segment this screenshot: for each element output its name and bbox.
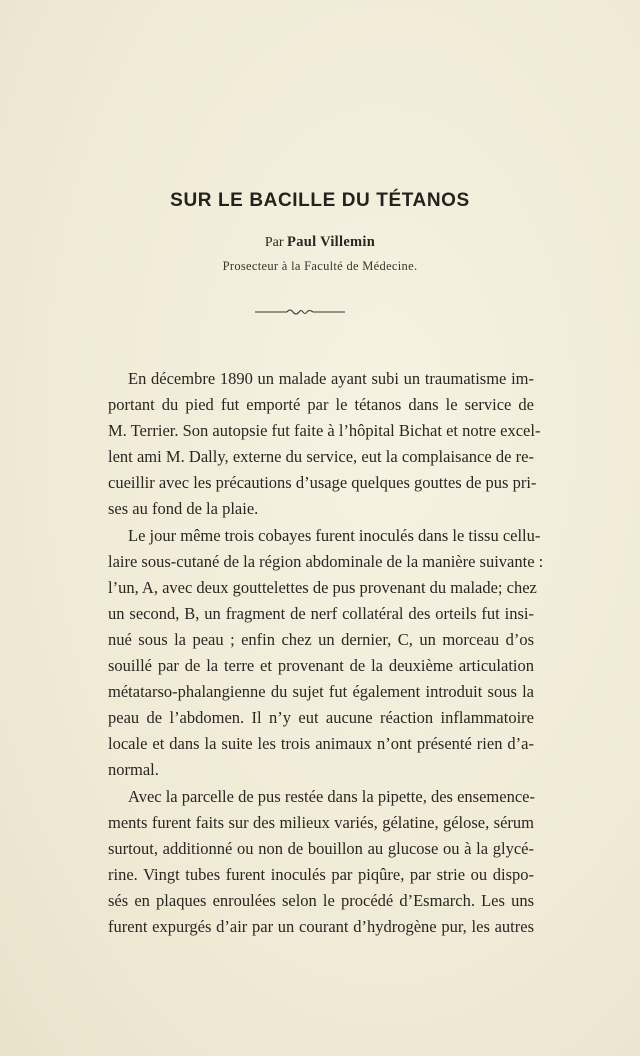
body-line: métatarso-phalangienne du sujet fut également introduit sous la [108, 682, 534, 702]
body-line: nué sous la peau ; enfin chez un dernier, C, un morceau d’os [108, 629, 534, 649]
body-line: l’un, A, avec deux gouttelettes de pus provenant du malade; chez [108, 577, 537, 597]
body-line: sés en plaques enroulées selon le procédé d’Esmarch. Les uns [108, 890, 534, 910]
author-affiliation: Prosecteur à la Faculté de Médecine. [222, 259, 418, 273]
body-line: En décembre 1890 un malade ayant subi un traumatisme im- [128, 369, 534, 388]
body-line: souillé par de la terre et provenant de la deuxième articulation [108, 656, 534, 676]
author-name: Paul Villemin [287, 234, 376, 250]
byline-prefix: Par [264, 235, 284, 250]
body-line: laire sous-cutané de la région abdominale de la manière suivante : [108, 551, 544, 571]
article-title: SUR LE BACILLE DU TÉTANOS [170, 190, 470, 211]
byline [0, 234, 640, 251]
squiggle-rule-ornament-icon [255, 302, 345, 322]
body-line: portant du pied fut emporté par le tétanos dans le service de [108, 395, 534, 415]
body-line: Le jour même trois cobayes furent inoculés dans le tissu cellu- [128, 525, 541, 545]
body-line: M. Terrier. Son autopsie fut faite à l’hôpital Bichat et notre excel- [108, 421, 541, 441]
body-line: surtout, additionné ou non de bouillon au glucose ou à la glycé- [108, 838, 534, 858]
body-line: rine. Vingt tubes furent inoculés par piqûre, par strie ou dispo- [108, 864, 534, 884]
body-line: locale et dans la suite les trois animaux n’ont présenté rien d’a- [108, 734, 534, 754]
body-line: ments furent faits sur des milieux variés, gélatine, gélose, sérum [108, 812, 534, 832]
body-line: cueillir avec les précautions d’usage quelques gouttes de pus pri- [108, 473, 537, 493]
body-line: lent ami M. Dally, externe du service, eut la complaisance de re- [108, 447, 534, 467]
body-line: un second, B, un fragment de nerf collatéral des orteils fut insi- [108, 603, 534, 623]
body-line: Avec la parcelle de pus restée dans la pipette, des ensemence- [128, 786, 535, 806]
body-line: ses au fond de la plaie. [108, 499, 259, 519]
body-line: furent expurgés d’air par un courant d’hydrogène pur, les autres [108, 916, 534, 936]
article-body [108, 366, 544, 940]
body-line: normal. [108, 760, 159, 780]
body-line: peau de l’abdomen. Il n’y eut aucune réaction inflammatoire [108, 708, 534, 728]
